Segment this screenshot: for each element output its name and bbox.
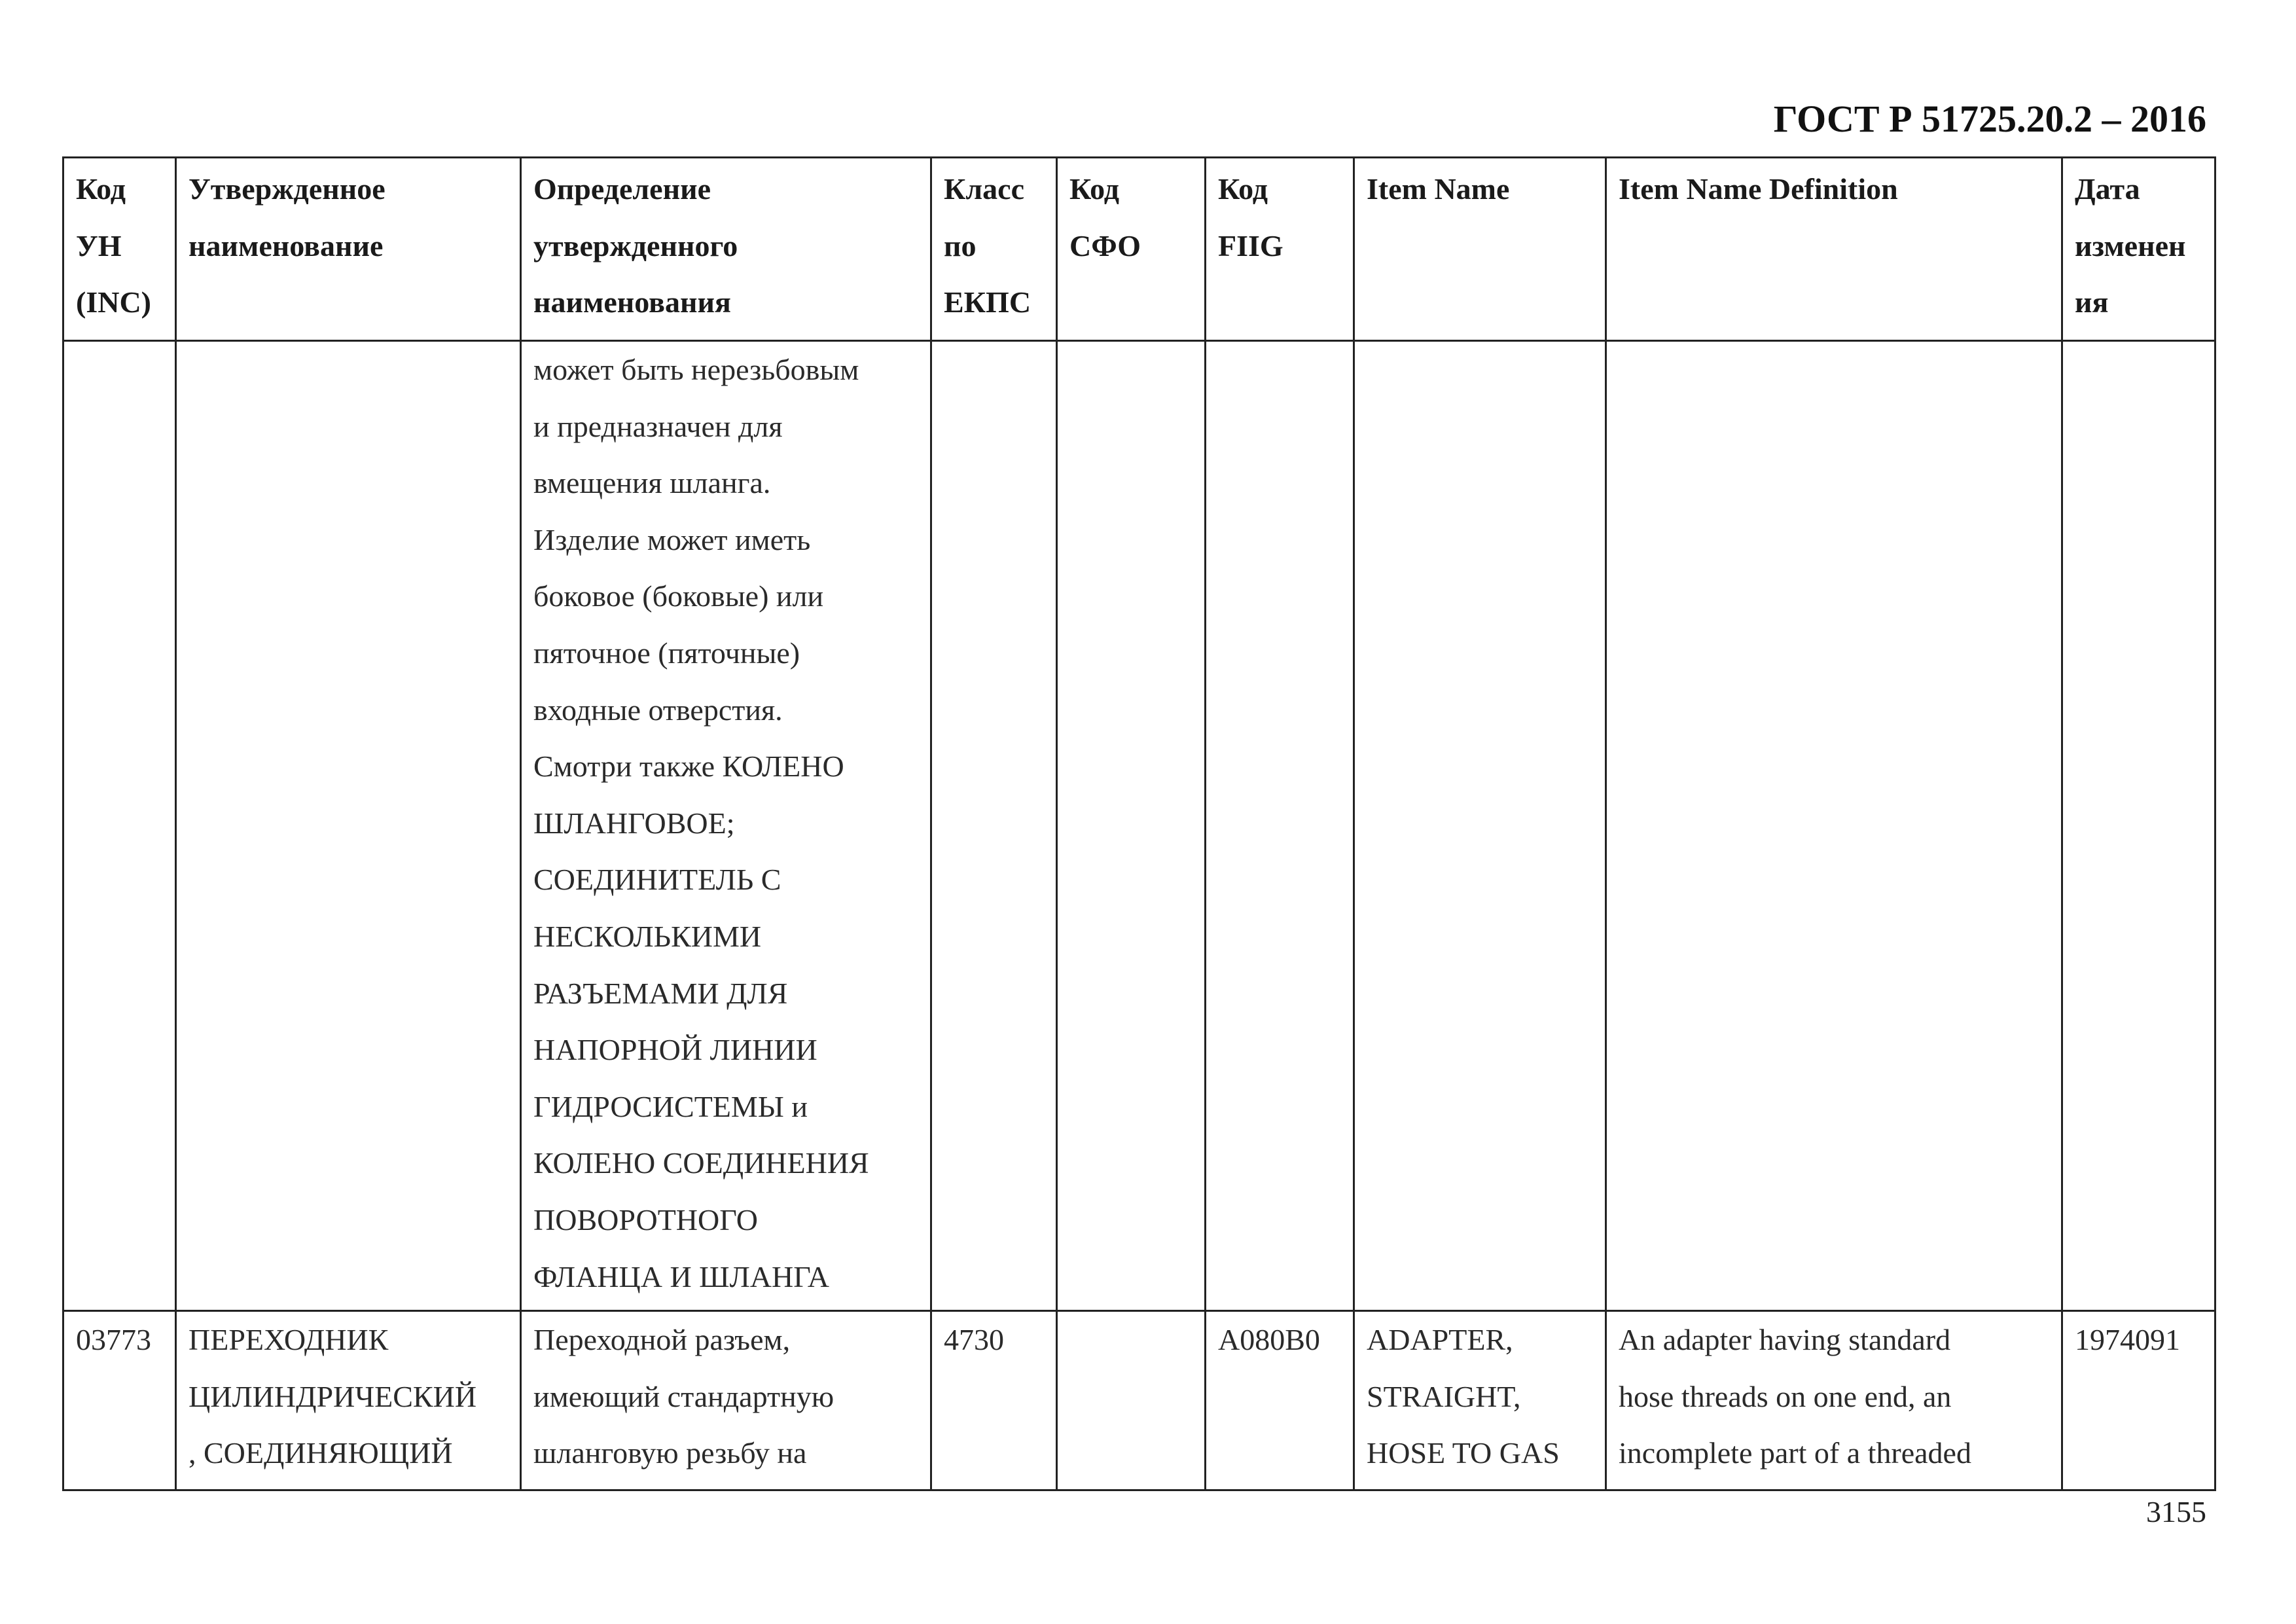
header-approved-name: Утвержденное наименование [176,158,521,341]
cell-definition: Переходной разъем, имеющий стандартную шланговую резьбу на [521,1311,931,1490]
cell-inc: 03773 [63,1311,176,1490]
cell-definition: может быть нерезьбовым и предназначен для вмещения шланга. Изделие может иметь боковое (боковые) или пяточное (пяточные) входные отверстия. Смотри также КОЛЕНО ШЛАНГОВОЕ; СОЕДИНИТЕЛЬ С НЕСКОЛЬКИМИ РАЗЪЕМАМИ ДЛЯ НАПОРНОЙ ЛИНИИ ГИДРОСИСТЕМЫ и КОЛЕНО СОЕДИНЕНИЯ ПОВОРОТНОГО ФЛАНЦА И ШЛАНГА [521,341,931,1311]
cell-sfo-code [1057,341,1206,1311]
document-header: ГОСТ Р 51725.20.2 – 2016 [1773,98,2206,140]
cell-item-name-definition: An adapter having standard hose threads on one end, an incomplete part of a threaded [1606,1311,2062,1490]
header-class: Класс по ЕКПС [931,158,1057,341]
cell-item-name-definition [1606,341,2062,1311]
header-sfo-code: Код СФО [1057,158,1206,341]
cell-approved-name: ПЕРЕХОДНИК ЦИЛИНДРИЧЕСКИЙ , СОЕДИНЯЮЩИЙ [176,1311,521,1490]
cell-class: 4730 [931,1311,1057,1490]
cell-fiig-code [1206,341,1354,1311]
cell-inc [63,341,176,1311]
cell-item-name [1354,341,1606,1311]
header-approved-name-definition: Определение утвержденного наименования [521,158,931,341]
header-fiig-code: Код FIIG [1206,158,1354,341]
page-number: 3155 [2146,1495,2206,1528]
header-item-name: Item Name [1354,158,1606,341]
cell-item-name: ADAPTER, STRAIGHT, HOSE TO GAS [1354,1311,1606,1490]
table-row-continued [63,341,2215,1311]
header-change-date: Дата изменен ия [2062,158,2215,341]
cell-sfo-code [1057,1311,1206,1490]
table-header-row [63,158,2215,341]
cell-fiig-code: A080B0 [1206,1311,1354,1490]
cell-change-date [2062,341,2215,1311]
cell-change-date: 1974091 [2062,1311,2215,1490]
table-row [63,1311,2215,1490]
header-item-name-definition: Item Name Definition [1606,158,2062,341]
header-inc: Код УН (INC) [63,158,176,341]
catalog-table [62,156,2216,1491]
cell-approved-name [176,341,521,1311]
cell-class [931,341,1057,1311]
